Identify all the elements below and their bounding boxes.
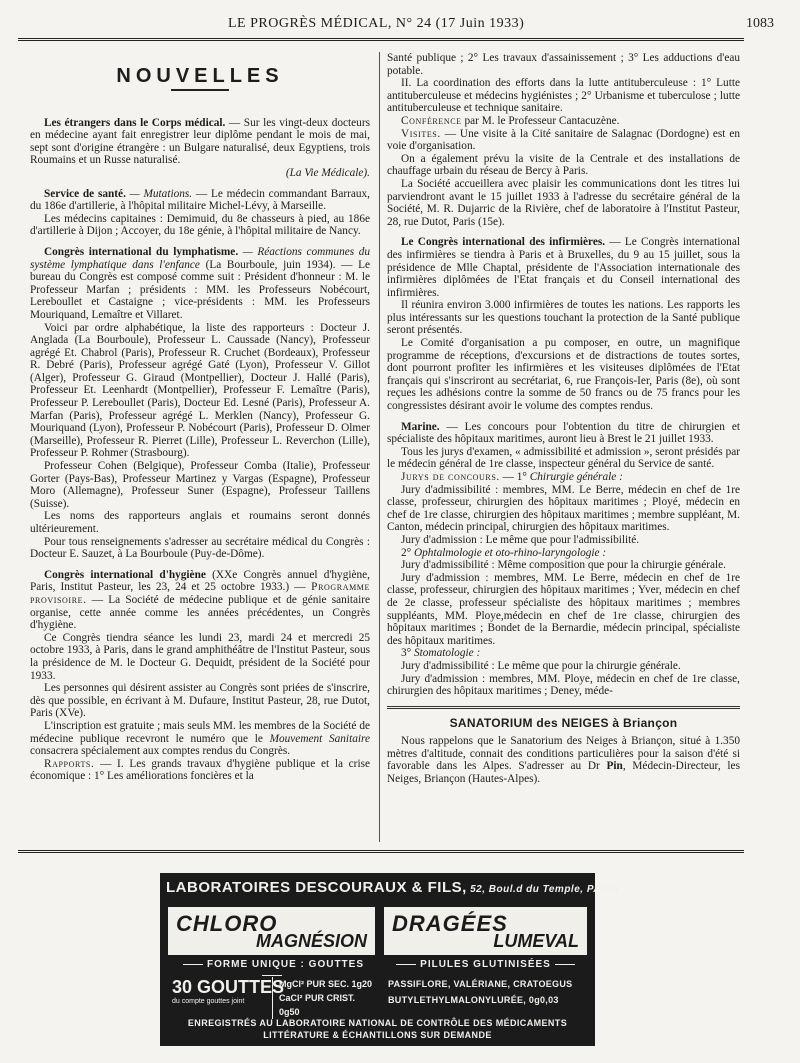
paragraph: Jurys de concours. — 1° Chirurgie générale : (401, 471, 623, 483)
left-column (30, 52, 370, 783)
ad-footer: ENREGISTRÉS AU LABORATOIRE NATIONAL DE CONTRÔLE DES MÉDICAMENTS LITTÉRATURE & ÉCHANTILLONS SUR DEMANDE (187, 1018, 568, 1040)
paragraph: La Société accueillera avec plaisir les communications dont les titres lui parviendront avant le 15 juillet 1933 à l'adresse du secrétaire général de la Société, M. R. Dujarric de la Rivière, chef de laboratoire à l'Institut Pasteur, 28, rue Dutot, Paris (15e). (387, 177, 740, 228)
product-composition: BUTYLETHYLMALONYLURÉE, 0g0,03 (388, 995, 559, 1005)
product-composition: PASSIFLORE, VALÉRIANE, CRATOEGUS (388, 979, 573, 989)
paragraph: Il réunira environ 3.000 infirmières de toutes les nations. Les rapports les plus intéressants sur les questions touchant la protection de la Santé publique seront présentés. (387, 299, 740, 337)
paragraph: Voici par ordre alphabétique, la liste des rapporteurs : Docteur J. Anglada (La Bourboule), Professeur L. Caussade (Nancy), Professeur agrégé Et. Chabrol (Paris), Professeur R. Cruchet (Bordeaux), Professeur R. Debré (Paris), Professeur agrégé Gaté (Lyon), Professeur V. Gillot (Alger), Professeur G. Giraud (Montpellier), Docteur J. Hallé (Paris), Professeur Et. Leenhardt (Montpellier), Professeur F. Lemaître (Paris), Professeur P. Lereboullet (Paris), Docteur Ed. Lesné (Paris), Professeur A. Marfan (Paris), Professeur agrégé L. Merklen (Nancy), Professeur G. Mouriquand (Lyon), Professeur P. Nobécourt (Paris), Professeur D. Olmer (Marseille), Professeur R. Pierret (Lille), Professeur L. Reverchon (Lille), Professeur P. Rohmer (Strasbourg). (30, 321, 370, 460)
paragraph: II. La coordination des efforts dans la lutte antituberculeuse : 1° Lutte antituberculeuse et médecins hygiénistes ; 2° Urbanisme et tuberculose ; lutte antituberculeuse et technique sanitaire. (387, 77, 740, 115)
paragraph: 2° Ophtalmologie et oto-rhino-laryngologie : (401, 546, 607, 559)
paragraph: Rapports. — I. Les grands travaux d'hygiène publique et la crise économique : 1° Les améliorations foncières et la (30, 757, 370, 783)
paragraph: Jury d'admissibilité : membres, MM. Le Berre, médecin en chef de 1re classe, professeur, chirurgien des hôpitaux maritimes ; Ployé, médecin en chef de 1re classe, chirurgien des hôpitaux maritimes ; membre suppléant, M. Canton, médecin principal, chirurgien des hôpitaux maritimes. (387, 483, 740, 534)
product-name: CHLORO (176, 911, 278, 936)
article-hygiene: Congrès international d'hygiène (XXe Congrès annuel d'hygiène, Paris, Institut Pasteur, les 23, 24 et 25 octobre 1933.) — Programme provisoire. — La Société de médecine publique et de génie sanitaire organise, cette année comme les années précédentes, un Congrès d'hygiène. (30, 568, 370, 632)
ad-chloro-magnesion (168, 907, 375, 1017)
paragraph: On a également prévu la visite de la Centrale et des installations de chauffage urbain du réseau de Bercy à Paris. (387, 152, 740, 178)
footer-rule (18, 850, 744, 853)
paragraph: Jury d'admissibilité : Le même que pour la chirurgie générale. (401, 659, 681, 672)
ad-dragees-lumeval (384, 907, 587, 1013)
product-name-box (384, 907, 587, 955)
paragraph: Pour tous renseignements s'adresser au secrétaire médical du Congrès : Docteur E. Sauzet, à La Bourboule (Puy-de-Dôme). (30, 535, 370, 561)
product-form: FORME UNIQUE : GOUTTES (168, 959, 375, 981)
article-lymphatisme: Congrès international du lymphatisme. — Réactions communes du système lymphatique dans l'enfance (La Bourboule, juin 1934). — Le bureau du Congrès est composé comme suit : Président d'honneur : M. le Professeur Marfan ; présidents : MM. les Professeurs Nobécourt, Lereboullet et Castaigne ; vice-présidents : MM. les Professeurs Mouriquand, Lemaître et Villaret. (30, 245, 371, 321)
paragraph: Jury d'admission : Le même que pour l'admissibilité. (401, 533, 640, 546)
paragraph: Jury d'admission : membres, MM. Ploye, médecin en chef de 1re classe, chirurgien des hôpitaux maritimes ; Deney, méde- (387, 672, 740, 698)
article-etrangers: Les étrangers dans le Corps médical. — Sur les vingt-deux docteurs en médecine ayant fait enregistrer leur diplôme pendant le mois de mai, sept sont d'origine étrangère : un Bulgare naturalisé, deux Egyptiens, trois Roumains et un Russe naturalisé. (30, 116, 370, 167)
sanatorium-notice: Nous rappelons que le Sanatorium des Neiges à Briançon, situé à 1.350 mètres d'altitude, connait des conditions particulières pour la saison d'été si favorable dans les Alpes. S'adresser au Dr Pin, Médecin-Directeur, les Neiges, Briançon (Hautes-Alpes). (387, 735, 740, 786)
header-rule (18, 38, 744, 41)
paragraph: L'inscription est gratuite ; mais seuls MM. les membres de la Société de médecine publique recevront le numéro que le Mouvement Sanitaire consacrera spécialement aux comptes rendus du Congrès. (30, 719, 370, 758)
paragraph: Tous les jurys d'examen, « admissibilité et admission », seront présidés par le médecin général de 1re classe, inspecteur général du Service de santé. (387, 445, 740, 471)
title-rule (171, 89, 229, 91)
sanatorium-title: SANATORIUM des NEIGES à Briançon (449, 715, 678, 730)
paragraph: Les noms des rapporteurs anglais et roumains seront donnés ultérieurement. (30, 510, 370, 535)
paragraph: Ce Congrès tiendra séance les lundi 23, mardi 24 et mercredi 25 octobre 1933, à Paris, dans le grand amphithéâtre de l'Institut Pasteur, sous la présidence de M. le Docteur G. Dequidt, président de la Société pour 1933. (30, 631, 370, 682)
section-title: NOUVELLES (116, 65, 284, 87)
paragraph: 3° Stomatologie : (401, 647, 481, 660)
paragraph: Conférence par M. le Professeur Cantacuzène. (401, 114, 620, 127)
article-marine: Marine. — Les concours pour l'obtention du titre de chirurgien et spécialiste des hôpitaux maritimes, auront lieu à Brest le 21 juillet 1933. (387, 420, 740, 446)
box-rule (387, 706, 740, 709)
product-name: LUMEVAL (493, 931, 579, 951)
product-name-box (168, 907, 375, 955)
page-number: 1083 (746, 16, 774, 31)
product-composition: MgCl² PUR SEC. 1g20 CaCl² PUR CRIST. 0g50 (272, 977, 375, 1019)
paragraph: Jury d'admission : membres, MM. Le Berre, médecin en chef de 1re classe, professeur, chirurgien des hôpitaux maritimes ; Yver, médecin en chef de 2e classe, professeur spécialiste des hôpitaux maritimes ; membres suppléants, MM. Ploye,médecin en chef de 1re classe, chirurgien des hôpitaux maritimes ; Bondet de la Bernardie, médecin principal, spécialiste des hôpitaux maritimes. (387, 571, 740, 647)
column-divider (379, 52, 380, 842)
product-form: PILULES GLUTINISÉES (384, 959, 587, 970)
paragraph: Santé publique ; 2° Les travaux d'assainissement ; 3° Les adductions d'eau potable. (387, 52, 740, 77)
article-sante: Service de santé. — Mutations. — Le médecin commandant Barraux, du 186e d'artillerie, à l'hôpital militaire Michel-Lévy, à Marseille. (30, 187, 371, 213)
product-name: MAGNÉSION (255, 931, 367, 951)
advertisement (160, 873, 620, 1046)
page-header (18, 14, 782, 34)
paragraph: Les personnes qui désirent assister au Congrès sont priées de s'inscrire, dès que possible, en écrivant à M. Dufaure, Institut Pasteur, 28, rue Dutot, Paris (XVe). (30, 682, 370, 720)
paragraph: Les médecins capitaines : Demimuid, du 8e chasseurs à pied, au 186e d'artillerie à Dijon ; Accoyer, du 18e génie, à l'hôpital militaire de Nancy. (30, 212, 370, 238)
paragraph: Visites. — Une visite à la Cité sanitaire de Salagnac (Dordogne) est en voie d'organisation. (387, 127, 740, 153)
paragraph: Le Comité d'organisation a pu composer, en outre, un magnifique programme de réceptions, d'excursions et de distractions de toutes sortes, dont pourront profiter les infirmières et les visiteuses diplômées de l'Etat français qui s'inscriront au secrétariat, 6, rue François-Ier, Paris (8e), où sont reçues les adhésions contre la somme de 50 francs ou de 75 francs pour les congressistes désirant avoir le volume des comptes rendus. (387, 337, 740, 413)
running-title: LE PROGRÈS MÉDICAL, N° 24 (17 Juin 1933) (228, 16, 525, 31)
article-infirmieres: Le Congrès international des infirmières. — Le Congrès international des infirmières se tiendra à Paris et à Bruxelles, du 9 au 15 juillet, sous la présidence de Mlle Chaptal, présidente de l'Association internationale des infirmières diplômées de l'Etat français et du Conseil international des infirmières. (387, 236, 740, 299)
ad-header: LABORATOIRES DESCOURAUX & FILS, 52, Boul.d du Temple, PARIS (166, 879, 620, 896)
product-dose: 30 GOUTTES du compte gouttes joint (172, 977, 285, 1005)
right-column (387, 52, 740, 786)
paragraph: Jury d'admissibilité : Même composition que pour la chirurgie générale. (401, 559, 726, 572)
article-source: (La Vie Médicale). (285, 166, 370, 179)
paragraph: Professeur Cohen (Belgique), Professeur Comba (Italie), Professeur Gorter (Pays-Bas), Professeur Martinez y Vargas (Espagne), Professeur Moro (Allemagne), Professeur Suner (Espagne), Professeur Taillens (Suisse). (30, 460, 370, 510)
product-name: DRAGÉES (392, 911, 508, 936)
